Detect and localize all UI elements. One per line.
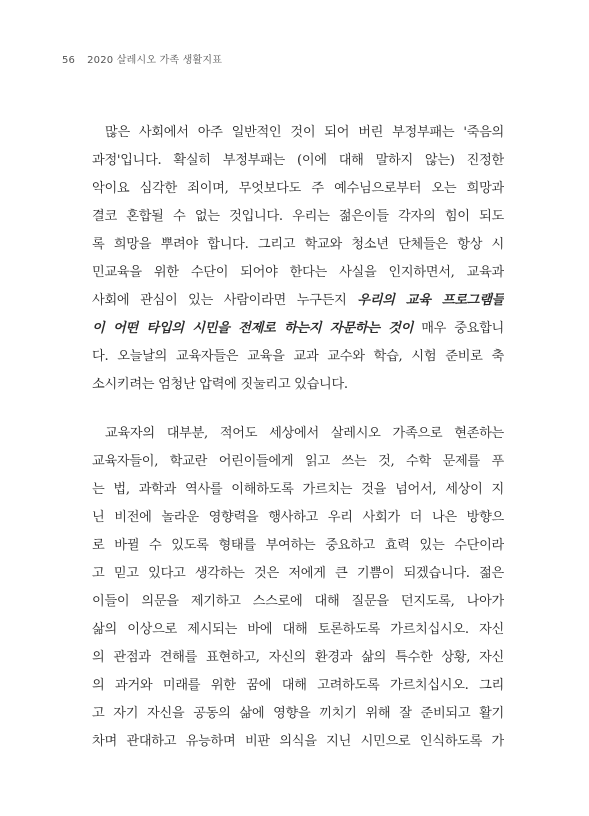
- page-number: 56: [62, 55, 76, 66]
- text-line: 결코 혼합될 수 없는 것입니다. 우리는 젊은이들 각자의 힘이 되도: [92, 209, 504, 224]
- body-text: [92, 119, 504, 756]
- text-line: 삶의 이상으로 제시되는 바에 대해 토론하도록 가르치십시오. 자신: [92, 622, 504, 637]
- text-run: 사회에 관심이 있는 사람이라면 누구든지: [92, 293, 358, 308]
- text-line: 로 바뀔 수 있도록 형태를 부여하는 중요하고 효력 있는 수단이라: [92, 538, 504, 553]
- text-line: 고 믿고 있다고 생각하는 것은 저에게 큰 기쁨이 되겠습니다. 젊은: [92, 566, 504, 581]
- text-line: 악이요 심각한 죄이며, 무엇보다도 주 예수님으로부터 오는 희망과: [92, 181, 504, 196]
- text-line: 고 자기 자신을 공동의 삶에 영향을 끼치기 위해 잘 준비되고 활기: [92, 706, 504, 721]
- text-line: 교육자들이, 학교란 어린이들에게 읽고 쓰는 것, 수학 문제를 푸: [92, 454, 504, 469]
- text-line: 많은 사회에서 아주 일반적인 것이 되어 버린 부정부패는 '죽음의: [105, 125, 504, 140]
- text-line: 이들이 의문을 제기하고 스스로에 대해 질문을 던지도록, 나아가: [92, 594, 504, 609]
- text-line: 의 과거와 미래를 위한 꿈에 대해 고려하도록 가르치십시오. 그리: [92, 678, 504, 693]
- paragraph-gap: [92, 399, 504, 420]
- emphasis-text: 우리의 교육 프로그램들: [357, 293, 504, 308]
- emphasis-text: 이 어떤 타입의 시민을 전제로 하는지 자문하는 것이: [92, 321, 414, 336]
- text-line: 록 희망을 뿌려야 합니다. 그리고 학교와 청소년 단체들은 항상 시: [92, 237, 504, 252]
- text-line: 교육자의 대부분, 적어도 세상에서 살레시오 가족으로 현존하는: [105, 426, 504, 441]
- running-header: [62, 51, 222, 66]
- book-title: 2020 살레시오 가족 생활지표: [87, 55, 223, 66]
- paragraph-1: [92, 119, 504, 399]
- text-run: 매우 중요합니: [413, 321, 504, 336]
- text-line: 민교육을 위한 수단이 되어야 한다는 사실을 인지하면서, 교육과: [92, 265, 504, 280]
- text-line: [92, 315, 504, 343]
- text-line: 소시키려는 엄청난 압력에 짓눌리고 있습니다.: [92, 377, 348, 392]
- text-line: 는 법, 과학과 역사를 이해하도록 가르치는 것을 넘어서, 세상이 지: [92, 482, 504, 497]
- text-line: 의 관점과 견해를 표현하고, 자신의 환경과 삶의 특수한 상황, 자신: [92, 650, 504, 665]
- text-line: 다. 오늘날의 교육자들은 교육을 교과 교수와 학습, 시험 준비로 축: [92, 349, 504, 364]
- text-line: 차며 관대하고 유능하며 비판 의식을 지닌 시민으로 인식하도록 가: [92, 734, 504, 749]
- text-line: 과정'입니다. 확실히 부정부패는 (이에 대해 말하지 않는) 진정한: [92, 153, 504, 168]
- text-line: 닌 비전에 놀라운 영향력을 행사하고 우리 사회가 더 나은 방향으: [92, 510, 504, 525]
- paragraph-2: [92, 420, 504, 756]
- text-line: [92, 287, 504, 315]
